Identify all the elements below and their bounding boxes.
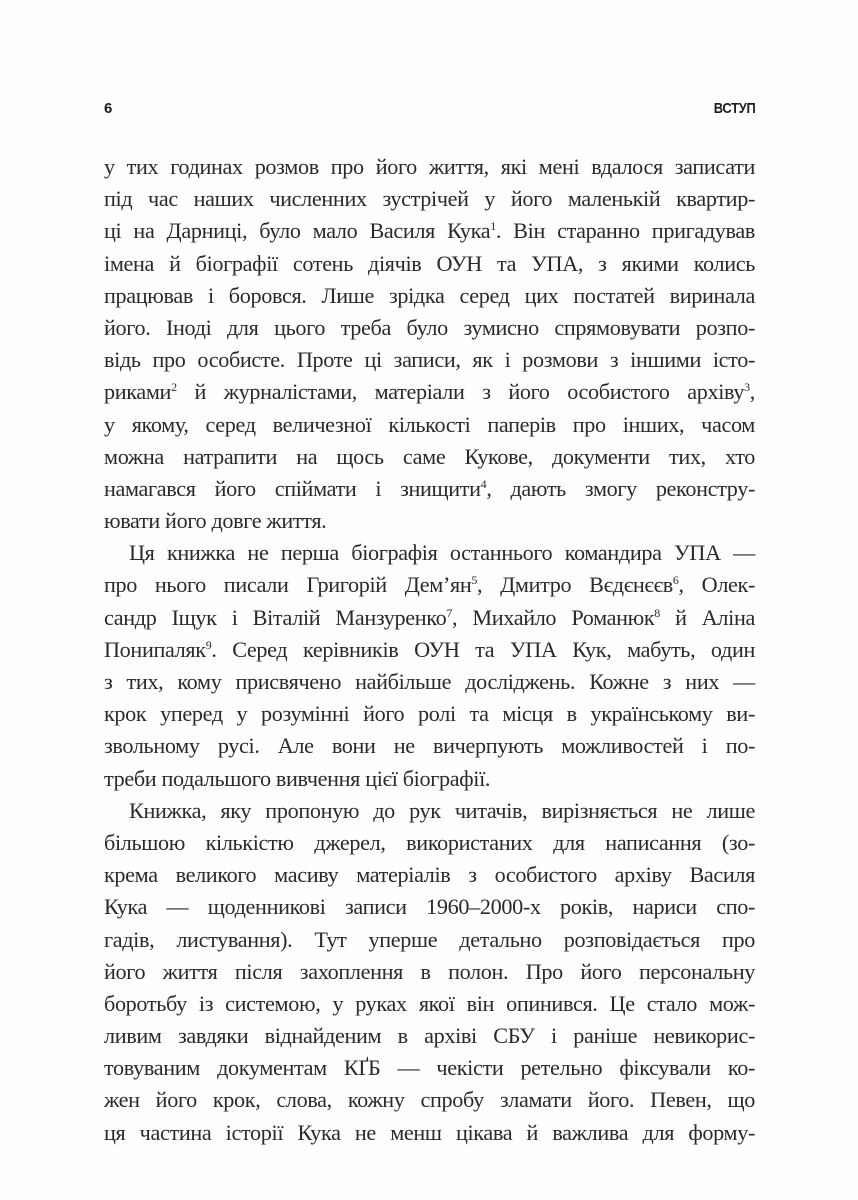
paragraph-2 bbox=[104, 537, 755, 795]
footnote-ref[interactable]: 3 bbox=[744, 380, 750, 395]
footnote-ref[interactable]: 7 bbox=[446, 605, 452, 620]
text-line: імена й біографії сотень діячів ОУН та УПА, з якими колись bbox=[104, 250, 755, 276]
text-line: можна натрапити на щось саме Кукове, документи тих, хто bbox=[104, 443, 755, 469]
text-line: гадів, листування). Тут уперше детально розповідається про bbox=[104, 926, 755, 952]
text-line: його життя після захоплення в полон. Про його персональну bbox=[104, 958, 755, 984]
footnote-ref[interactable]: 6 bbox=[672, 573, 679, 588]
text-line: крема великого масиву матеріалів з особистого архіву Василя bbox=[104, 862, 755, 888]
running-head bbox=[104, 100, 755, 120]
page-number: 6 bbox=[104, 100, 113, 117]
text-line: ливим завдяки віднайденим в архіві СБУ і раніше невикорис- bbox=[104, 1023, 755, 1049]
text-line: треби подальшого вивчення цієї біографії. bbox=[104, 765, 491, 791]
text-line: товуваним документам КҐБ — чекісти ретельно фіксували ко- bbox=[104, 1055, 755, 1081]
text-line: більшою кількістю джерел, використаних для написання (зо- bbox=[104, 829, 755, 855]
text-line: Кука — щоденникові записи 1960–2000-х років, нариси спо- bbox=[104, 894, 755, 920]
text-line: Ця книжка не перша біографія останнього командира УПА — bbox=[129, 540, 755, 566]
text-line: ці на Дарниці, було мало Василя Кука$^1$. Він старанно пригадував bbox=[104, 218, 755, 244]
paragraph-3 bbox=[104, 795, 755, 1149]
text-line: відь про особисте. Проте ці записи, як і розмови з іншими істо- bbox=[104, 347, 755, 373]
text-line: крок уперед у розумінні його ролі та місця в українському ви- bbox=[104, 701, 755, 727]
text-line: Понипаляк$^9$. Серед керівників ОУН та УПА Кук, мабуть, один bbox=[104, 636, 755, 662]
footnote-ref[interactable]: 2 bbox=[171, 380, 177, 395]
text-line: ця частина історії Кука не менш цікава й важлива для форму- bbox=[104, 1119, 755, 1145]
text-line: жен його крок, слова, кожну спробу зламати його. Певен, що bbox=[104, 1087, 755, 1113]
text-line: риками$^2$ й журналістами, матеріали з його особистого архіву$^3$, bbox=[104, 379, 755, 405]
footnote-ref[interactable]: 8 bbox=[654, 605, 660, 620]
text-line: про нього писали Григорій Дем’ян$^5$, Дмитро Вєдєнєєв$^6$, Олек- bbox=[104, 572, 756, 598]
text-line: працював і боровся. Лише зрідка серед цих постатей виринала bbox=[104, 282, 755, 308]
text-line: сандр Іщук і Віталій Манзуренко$^7$, Михайло Романюк$^8$ й Аліна bbox=[104, 604, 755, 630]
text-line: його. Іноді для цього треба було зумисно спрямовувати розпо- bbox=[104, 314, 755, 340]
text-line: у якому, серед величезної кількості паперів про інших, часом bbox=[104, 411, 755, 437]
text-line: під час наших численних зустрічей у його маленькій квартир- bbox=[104, 186, 755, 212]
footnote-ref[interactable]: 1 bbox=[490, 219, 496, 234]
text-line: ювати його довге життя. bbox=[104, 508, 327, 534]
footnote-ref[interactable]: 9 bbox=[205, 637, 212, 652]
section-title: ВСТУП bbox=[713, 100, 755, 117]
text-line: Книжка, яку пропоную до рук читачів, вирізняється не лише bbox=[129, 797, 755, 823]
text-line: намагався його спіймати і знищити$^4$, дають змогу реконстру- bbox=[104, 475, 755, 501]
paragraph-1 bbox=[104, 151, 755, 537]
footnote-ref[interactable]: 5 bbox=[471, 573, 478, 588]
body-text bbox=[104, 151, 755, 1149]
text-line: у тих годинах розмов про його життя, які мені вдалося записати bbox=[104, 154, 755, 179]
text-line: боротьбу із системою, у руках якої він опинився. Це стало мож- bbox=[104, 990, 755, 1016]
text-line: звольному русі. Але вони не вичерпують можливостей і по- bbox=[104, 733, 755, 759]
footnote-ref[interactable]: 4 bbox=[480, 476, 487, 491]
text-line: з тих, кому присвячено найбільше досліджень. Кожне з них — bbox=[104, 669, 755, 694]
